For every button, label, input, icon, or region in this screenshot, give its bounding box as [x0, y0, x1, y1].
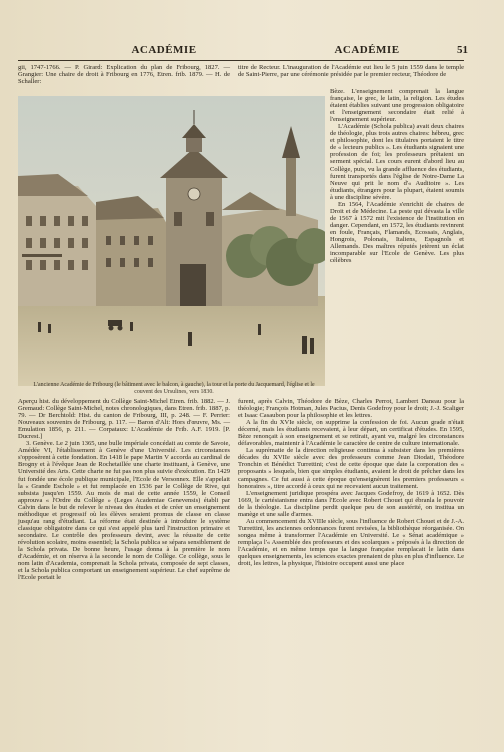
- left-column-top: [18, 64, 230, 85]
- xviii-century-paragraph: Au commencement du XVIIIe siècle, sous l'influence de Robert Chouet et de J.-A. Turrettini, les anciennes ordonnances furent revisées, la bibliothèque réorganisée. On songea même à transformer l'Académie en Université. Le « Sénat académique » remplaça l'« Assemblée des professeurs et des scolarques » préposés à la direction de l'Académie, et en même temps que la langue française remplacait le latin dans quelques enseignements, les sciences exactes prenaient de plus en plus d'influence. Le droit, les lettres, la physique, l'histoire occupent aussi une place: [238, 517, 464, 568]
- page-number: 51: [457, 44, 468, 56]
- bibliography-paragraph: gii, 1747-1766. — P. Girard: Explication du plan de Fribourg, 1827. — Grangier: Une chaire de droit à Fribourg en 1776, Etren. frib. 1879. — H. de Schaller:: [18, 64, 230, 86]
- droit-medecine-paragraph: En 1564, l'Académie s'enrichit de chaires de Droit et de Médecine. La peste qui dévasta la ville de 1567 à 1572 mit l'existence de l'institution en danger. Cependant, en 1572, les étudiants revinrent en foule, Français, Flamands, Ecossais, Anglais, Hongrois, Polonais, Italiens, Espagnols et Allemands. Des maîtres réputés jetèrent un éclat incomparable sur l'Ecole de Genève. Les plus célèbres: [330, 200, 464, 265]
- running-head-right: ACADÉMIE: [334, 44, 400, 56]
- right-intro-paragraph: titre de Recteur. L'inauguration de l'Académie eut lieu le 5 juin 1559 dans le temple de Saint-Pierre, par une cérémonie présidée par le premier recteur, Théodore de: [238, 64, 464, 79]
- academy-engraving: [18, 96, 325, 386]
- header-rule: [18, 60, 464, 61]
- bibliography-continued: Aperçu hist. du développement du Collège Saint-Michel Etren. frib. 1882. — J. Gremaud: Collège Saint-Michel, notes chronologiques, dans Etren. frib. 1887, p. 79. — Dr Berchtold: Hist. du canton de Fribourg, III, p. 248. — F. Perrier: Nouveaux souvenirs de Fribourg, p. 117. — Baron d'Alt: Hors d'œuvre, Ms. — Emulation 1856, p. 211. — Corpataux: L'Académie de Frib. A.F. 1919. [P. Ducrest.]: [18, 398, 230, 441]
- xvii-century-paragraph: La suprématie de la direction religieuse continua à subsister dans les premières décades du XVIIe siècle avec des professeurs comme Jean Diodati, Théodore Tronchin et Bénédict Turrettini; c'est de cette époque que date la corporation des « proposants » lesquels, bien que simples étudiants, avaient le droit de prêcher dans les campagnes. Ce fut aussi à cette époque qu'enseignèrent les premiers professeurs « honoraires », titre accordé à ceux qui ne recevaient aucun traitement.: [238, 447, 464, 490]
- running-head-left: ACADÉMIE: [131, 44, 197, 56]
- engraving-illustration: [18, 96, 325, 386]
- schola-publica-paragraph: L'Académie (Schola publica) avait deux chaires de théologie, plus trois autres chaires: hébreu, grec et philosophie, dont les titulaires portaient le titre de « lecteurs publics ». Les étudiants signaient une profession de foi; les professeurs prêtaient un serment spécial. Les cours eurent d'abord lieu au Collège, puis, vu la grande affluence des étudiants, furent transportés dans l'église de Notre-Dame La Neuve qui prit le nom d'« Auditoire ». Les étudiants, étrangers pour la plupart, étaient soumis à une discipline sévère.: [330, 123, 464, 201]
- geneve-paragraph: 3. Genève. Le 2 juin 1365, une bulle impériale concédait au comte de Savoie, Amédée VI, l'établissement à Genève d'une Université. Les circonstances s'opposèrent à cette fondation. En 1418 le pape Martin V accorda au cardinal de Brogny et à l'évêque Jean de Rochetaillée une charte instituant, à Genève, une Université des Arts. Cette charte ne fut pas non plus suivie d'exécution. En 1429 fut fondée une école publique municipale, l'Ecole de Versonnex. Elle s'appelait la « Grande Eschole » et fut remplacée en 1536 par le Collège de Rive, qui subsista jusqu'en 1559. Au mois de mai de cette année 1559, le Conseil approuva « l'Ordre du Collège » (Leges Academiae Genevensis) établi par Calvin dans le but de relever le niveau des études et de créer un enseignement méthodique et progressif où les élèves seraient promus de classe en classe jusqu'au rang d'étudiant. La réforme était destinée à introduire le système classique obligatoire dans ce qui s'est appelé plus tard l'instruction primaire et secondaire. Le contrôle des professeurs devint, avec la réussite de cette révolution scolaire, moins essentiel; la Schola publica se sépara sensiblement de la Schola privata. De bonne heure, l'usage donna à la première le nom d'Académie, et on réserva à la seconde le nom de Collège. Ce collège, sous le nom latin d'Academia, comprenait la Schola privata, composée de sept classes, et la Schola publica comportant un enseignement supérieur. Le chef suprême de l'Ecole portait le: [18, 440, 230, 582]
- figure-caption: L'ancienne Académie de Fribourg (le bâtiment avec le balcon, à gauche), la tour et la porte du Jacquemard, l'église et le couvent des Ursulines, vers 1830.: [33, 382, 315, 395]
- left-column-bottom: [18, 398, 230, 581]
- celebrated-masters-paragraph: furent, après Calvin, Théodore de Bèze, Charles Perrot, Lambert Daneau pour la théologie; François Hotman, Jules Pacius, Denis Godefroy pour le droit; J.-J. Scaliger et Isaac Casaubon pour la philosophie et les lettres.: [238, 398, 464, 420]
- enseignement-paragraph: Bèze. L'enseignement comprenait la langue française, le grec, le latin, la religion. Les études étaient établies suivant une progression obligatoire et l'enseignement secondaire était relié à l'enseignement supérieur.: [330, 88, 464, 124]
- xvi-century-paragraph: A la fin du XVIe siècle, on supprime la confession de foi. Aucun grade n'était décerné, mais les étudiants recevaient, à leur départ, un certificat d'études. En 1595, Bèze renonçait à son enseignement et se retirait, ayant vu, malgré les circonstances défavorables, maintenir à l'Académie le caractère de centre de culture internationale.: [238, 419, 464, 448]
- right-column-bottom: [238, 398, 464, 567]
- juridique-paragraph: L'enseignement juridique prospéra avec Jacques Godefroy, de 1619 à 1652. Dès 1669, le cartésianisme entra dans l'Ecole avec Robert Chouet qui ébranla le pouvoir de la théologie. La discipline perdit quelque peu de son austérité, on institua un manège et une salle d'armes.: [238, 489, 464, 518]
- right-column-top: [238, 64, 464, 78]
- right-column-narrow: [330, 88, 464, 264]
